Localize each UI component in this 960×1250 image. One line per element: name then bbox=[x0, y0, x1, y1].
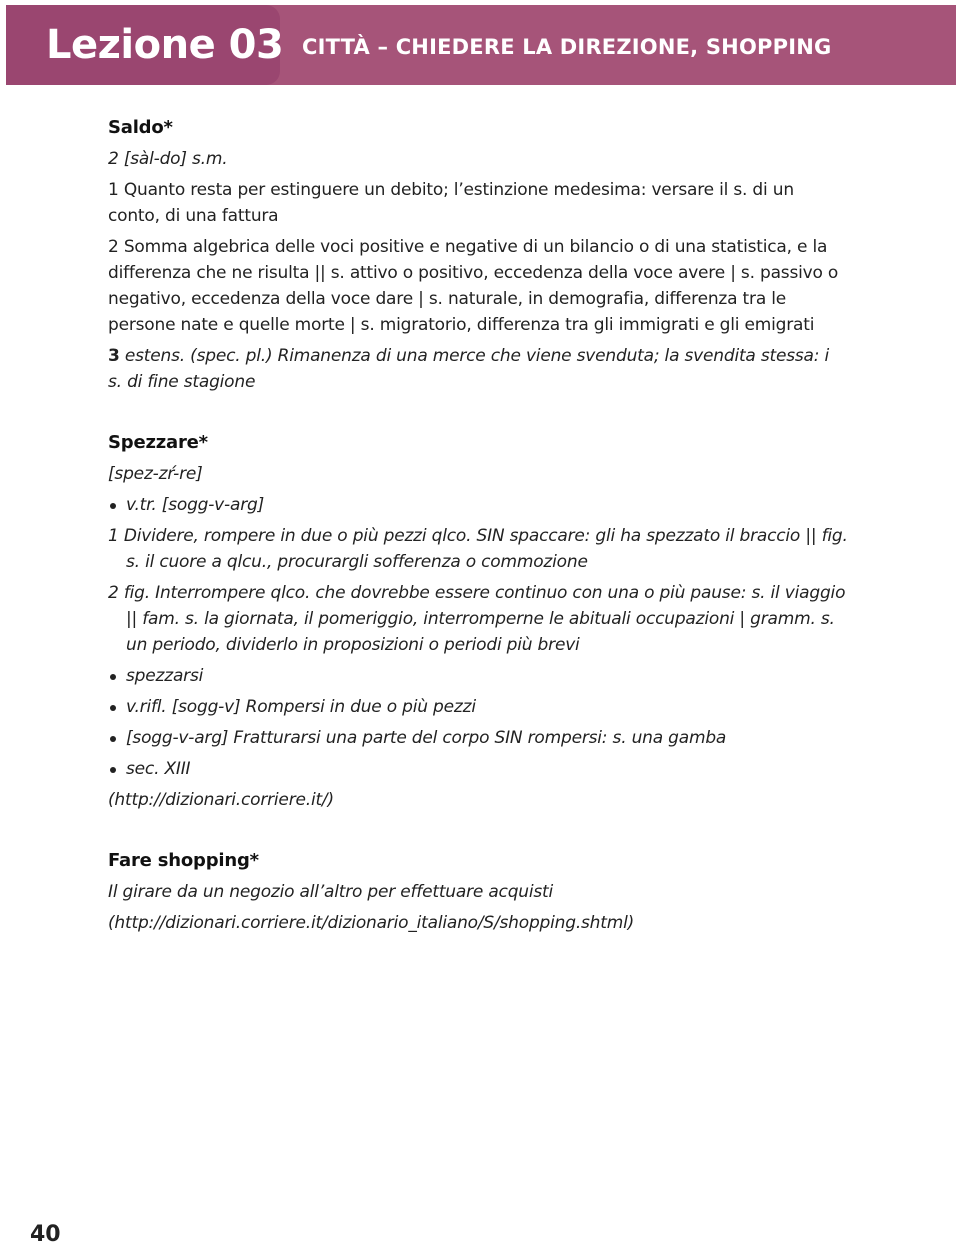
section-title: CITTÀ – CHIEDERE LA DIREZIONE, SHOPPING bbox=[302, 35, 832, 59]
entry-pronunciation: [spez-zŕ-re] bbox=[108, 464, 203, 484]
sense-2: 2 fig. Interrompere qlco. che dovrebbe essere continuo con una o più pause: s. il viaggio || fam. s. la giornata, il pomeriggio, interromperne le abituali occupazioni | gramm. s. un periodo, dividerlo in proposizioni o periodi più brevi bbox=[108, 583, 846, 655]
entry-source: (http://dizionari.corriere.it/dizionario_italiano/S/shopping.shtml) bbox=[108, 913, 635, 933]
entry-spezzare bbox=[108, 429, 848, 813]
lesson-tab bbox=[6, 5, 284, 85]
entry-term: Spezzare* bbox=[108, 432, 208, 453]
sense-number: 3 bbox=[108, 346, 120, 366]
grammar-bullet: v.tr. [sogg-v-arg] bbox=[108, 492, 848, 518]
entry-pronunciation: 2 [sàl-do] s.m. bbox=[108, 149, 228, 169]
sense-1: 1 Quanto resta per estinguere un debito; l’estinzione medesima: versare il s. di un conto, di una fattura bbox=[108, 180, 794, 226]
sense-2: 2 Somma algebrica delle voci positive e negative di un bilancio o di una statistica, e la differenza che ne risulta || s. attivo o positivo, eccedenza della voce avere | s. passivo o negativo, eccedenza della voce dare | s. naturale, in demografia, differenza tra le persone nate e quelle morte | s. migratorio, differenza tra gli immigrati e gli emigrati bbox=[108, 237, 839, 335]
lesson-title: Lezione 03 bbox=[46, 22, 284, 68]
lesson-header bbox=[6, 5, 956, 85]
entry-term: Saldo* bbox=[108, 117, 173, 138]
page-number: 40 bbox=[30, 1222, 61, 1247]
entry-term: Fare shopping* bbox=[108, 850, 259, 871]
grammar-bullet: spezzarsi bbox=[108, 663, 848, 689]
entry-definition: Il girare da un negozio all’altro per effettuare acquisti bbox=[108, 882, 554, 902]
dictionary-content bbox=[108, 114, 848, 936]
grammar-bullet: v.rifl. [sogg-v] Rompersi in due o più pezzi bbox=[108, 694, 848, 720]
grammar-bullet: [sogg-v-arg] Fratturarsi una parte del corpo SIN rompersi: s. una gamba bbox=[108, 725, 848, 751]
entry-source: (http://dizionari.corriere.it/) bbox=[108, 790, 334, 810]
sense-text: estens. (spec. pl.) Rimanenza di una merce che viene svenduta; la svendita stessa: i s. di fine stagione bbox=[108, 346, 830, 392]
grammar-bullet: sec. XIII bbox=[108, 756, 848, 782]
sense-1: 1 Dividere, rompere in due o più pezzi qlco. SIN spaccare: gli ha spezzato il braccio || fig. s. il cuore a qlcu., procurargli sofferenza o commozione bbox=[108, 526, 848, 572]
entry-saldo bbox=[108, 114, 848, 395]
sense-3 bbox=[108, 343, 848, 395]
entry-fare-shopping bbox=[108, 847, 848, 936]
